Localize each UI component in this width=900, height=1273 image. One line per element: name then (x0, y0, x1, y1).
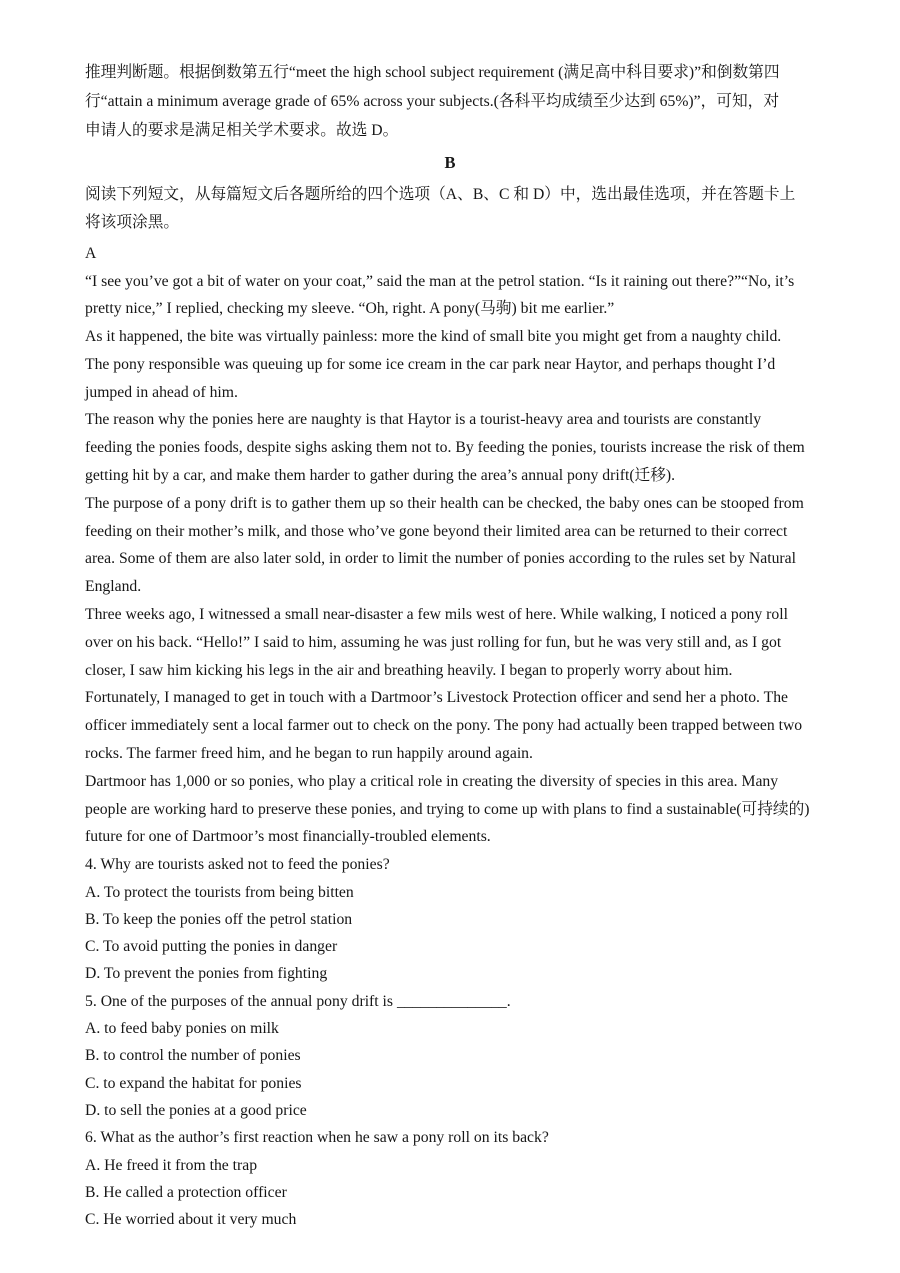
paragraph-line: getting hit by a car, and make them harder to gather during the area’s annual pony drift(迁移). (85, 467, 676, 485)
explanation-line: 推理判断题。根据倒数第五行“meet the high school subject requirement (满足高中科目要求)”和倒数第四 (85, 64, 780, 81)
instruction-line: 阅读下列短文，从每篇短文后各题所给的四个选项（A、B、C 和 D）中，选出最佳选项，并在答题卡上 (85, 185, 796, 203)
answer-option: B. To keep the ponies off the petrol station (85, 910, 353, 928)
question-stem: 5. One of the purposes of the annual pony drift is ______________. (85, 992, 511, 1010)
passage-paragraph (85, 323, 815, 406)
explanation-line: 行“attain a minimum average grade of 65% across your subjects.(各科平均成绩至少达到 65%)”，可知，对 (85, 93, 780, 110)
paragraph-line: people are working hard to preserve these ponies, and trying to come up with plans to find a sustainable(可持续的) (85, 800, 810, 818)
paragraph-line: Dartmoor has 1,000 or so ponies, who play a critical role in creating the diversity of species in this area. Many (85, 772, 779, 790)
reading-passage (85, 268, 815, 852)
answer-option: B. to control the number of ponies (85, 1047, 301, 1065)
paragraph-line: jumped in ahead of him. (85, 383, 238, 401)
page-content (85, 58, 815, 1233)
passage-paragraph (85, 268, 815, 324)
question (85, 988, 815, 1124)
answer-option: D. to sell the ponies at a good price (85, 1101, 307, 1119)
passage-paragraph (85, 768, 815, 851)
paragraph-line: pretty nice,” I replied, checking my sleeve. “Oh, right. A pony(马驹) bit me earlier.” (85, 300, 615, 318)
paragraph-line: As it happened, the bite was virtually painless: more the kind of small bite you might get from a naughty child. (85, 328, 782, 346)
paragraph-line: The purpose of a pony drift is to gather them up so their health can be checked, the baby ones can be stooped from (85, 494, 804, 512)
question (85, 851, 815, 987)
paragraph-line: area. Some of them are also later sold, in order to limit the number of ponies according to the rules set by Natural (85, 550, 796, 568)
paragraph-line: Three weeks ago, I witnessed a small near-disaster a few mils west of here. While walking, I noticed a pony roll (85, 606, 788, 624)
paragraph-line: Fortunately, I managed to get in touch with a Dartmoor’s Livestock Protection officer and send her a photo. The (85, 689, 788, 707)
section-instructions (85, 181, 815, 237)
answer-option: C. to expand the habitat for ponies (85, 1074, 302, 1092)
answer-option: C. He worried about it very much (85, 1211, 297, 1229)
question-list (85, 851, 815, 1233)
answer-option: A. To protect the tourists from being bitten (85, 883, 354, 901)
passage-paragraph (85, 684, 815, 767)
passage-paragraph (85, 601, 815, 684)
answer-option: B. He called a protection officer (85, 1183, 287, 1201)
section-heading: B (444, 153, 456, 172)
paragraph-line: feeding the ponies foods, despite sighs asking them not to. By feeding the ponies, tourists increase the risk of them (85, 439, 805, 457)
answer-option: C. To avoid putting the ponies in danger (85, 938, 338, 956)
question (85, 1124, 815, 1233)
paragraph-line: The reason why the ponies here are naughty is that Haytor is a tourist-heavy area and tourists are constantly (85, 411, 762, 429)
question-stem: 4. Why are tourists asked not to feed the ponies? (85, 856, 390, 874)
explanation-line: 申请人的要求是满足相关学术要求。故选 D。 (85, 122, 399, 139)
answer-option: A. He freed it from the trap (85, 1156, 258, 1174)
paragraph-line: The pony responsible was queuing up for some ice cream in the car park near Haytor, and perhaps thought I’d (85, 355, 776, 373)
paragraph-line: officer immediately sent a local farmer out to check on the pony. The pony had actually been trapped between two (85, 717, 803, 735)
passage-paragraph (85, 490, 815, 601)
paragraph-line: rocks. The farmer freed him, and he began to run happily around again. (85, 745, 533, 763)
passage-paragraph (85, 406, 815, 489)
instruction-line: 将该项涂黑。 (85, 213, 180, 231)
answer-option: A. to feed baby ponies on milk (85, 1020, 279, 1038)
paragraph-line: over on his back. “Hello!” I said to him, assuming he was just rolling for fun, but he was very still and, as I got (85, 633, 782, 651)
paragraph-line: “I see you’ve got a bit of water on your coat,” said the man at the petrol station. “Is it raining out there?”“No, it’s (85, 272, 795, 290)
paragraph-line: future for one of Dartmoor’s most financially-troubled elements. (85, 828, 491, 846)
paragraph-line: feeding on their mother’s milk, and those who’ve gone beyond their limited area can be returned to their correct (85, 522, 788, 540)
question-stem: 6. What as the author’s first reaction when he saw a pony roll on its back? (85, 1129, 549, 1147)
paragraph-line: England. (85, 578, 142, 596)
answer-explanation (85, 58, 815, 145)
answer-option: D. To prevent the ponies from fighting (85, 965, 328, 983)
paragraph-line: closer, I saw him kicking his legs in the air and breathing heavily. I began to properly worry about him. (85, 661, 733, 679)
passage-label: A (85, 244, 97, 262)
